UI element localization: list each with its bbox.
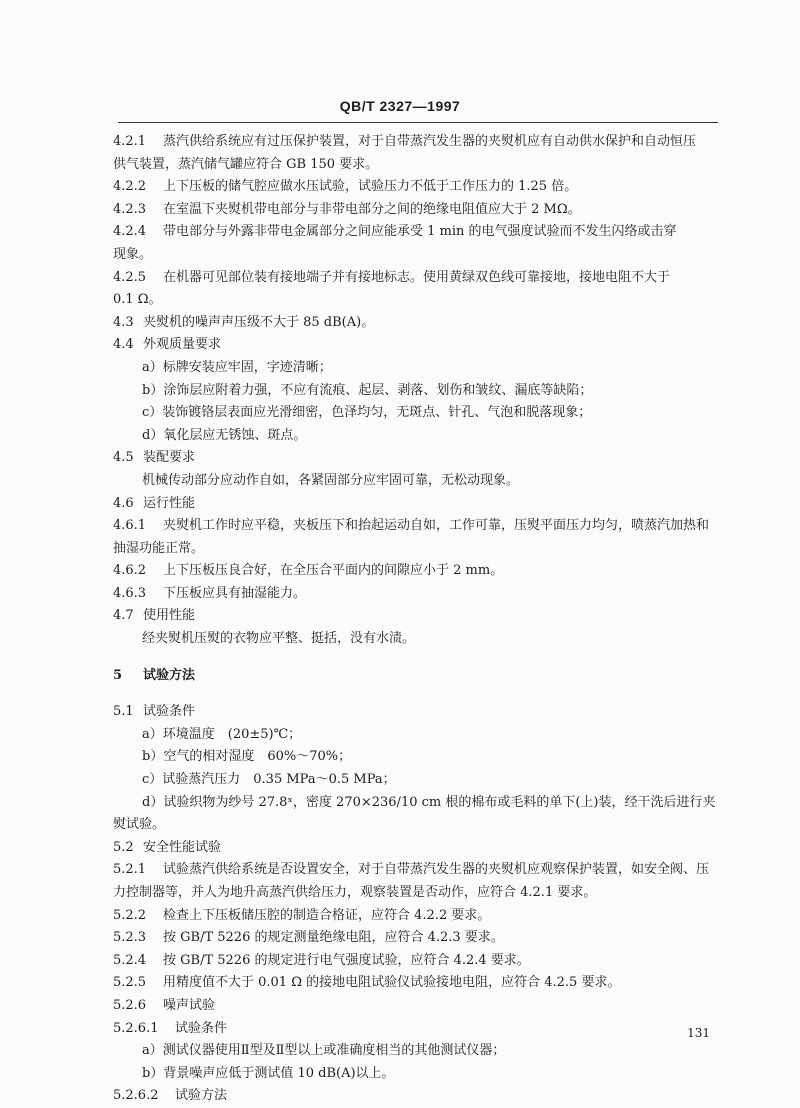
standard-code-header: QB/T 2327—1997: [339, 98, 461, 114]
clause-number: 4.2.5: [113, 269, 147, 285]
clause-text: 外观质量要求: [143, 337, 222, 353]
clause-4-6-1: [0, 515, 800, 538]
list-item: [0, 1063, 800, 1086]
clause-text: 在机器可见部位装有接地端子并有接地标志。使用黄绿双色线可靠接地，接地电阻不大于: [163, 269, 671, 285]
list-item: [0, 746, 800, 769]
list-item-text: a）环境温度 (20±5)℃；: [142, 726, 302, 742]
clause-text: 力控制器等，并人为地升高蒸汽供给压力，观察装置是否动作，应符合 4.2.1 要求。: [113, 885, 597, 900]
list-item-text: b）空气的相对湿度 60%～70%；: [142, 749, 352, 765]
clause-4-7: [0, 605, 800, 628]
clause-number: 4.2.3: [113, 201, 147, 217]
clause-text: 试验条件: [143, 704, 196, 720]
section-title: 试验方法: [143, 667, 196, 683]
clause-5-2-2: [0, 905, 800, 928]
clause-number: 5.2.5: [113, 975, 147, 991]
paragraph-text: 机械传动部分应动作自如，各紧固部分应牢固可靠，无松动现象。: [142, 472, 520, 488]
paragraph-text: 经夹熨机压熨的衣物应平整、挺括，没有水渍。: [142, 631, 416, 647]
clause-4-4: [0, 334, 800, 357]
clause-text: 蒸汽供给系统应有过压保护装置，对于自带蒸汽发生器的夹熨机应有自动供水保护和自动恒压: [163, 134, 697, 149]
clause-continuation: [0, 244, 800, 267]
clause-text: 安全性能试验: [143, 839, 222, 855]
clause-5-1: [0, 701, 800, 724]
list-item-text: c）试验蒸汽压力 0.35 MPa～0.5 MPa；: [142, 772, 396, 788]
list-item-text: b）背景噪声应低于测试值 10 dB(A)以上。: [142, 1065, 395, 1081]
clause-text: 噪声试验: [163, 997, 216, 1013]
list-item: [0, 425, 800, 448]
list-item: [0, 357, 800, 380]
list-item-text: a）标牌安装应牢固，字迹清晰；: [142, 359, 332, 375]
clause-5-2-5: [0, 972, 800, 995]
clause-4-2-3: [0, 199, 800, 222]
paragraph: [0, 628, 800, 651]
section-number: 5: [113, 667, 123, 683]
clause-4-6-2: [0, 560, 800, 583]
clause-text: 按 GB/T 5226 的规定进行电气强度试验，应符合 4.2.4 要求。: [163, 952, 530, 968]
clause-number: 5.2.6: [113, 997, 147, 1013]
clause-text: 抽湿功能正常。: [113, 540, 205, 556]
clause-number: 4.6: [113, 495, 134, 511]
list-item-text: b）涂饰层应附着力强，不应有流痕、起层、剥落、划伤和皱纹、漏底等缺陷；: [142, 382, 593, 398]
clause-text: 使用性能: [143, 608, 196, 624]
clause-4-6: [0, 493, 800, 516]
list-item: [0, 724, 800, 747]
clause-5-2-6-2: [0, 1085, 800, 1108]
clause-4-2-4: [0, 221, 800, 244]
clause-5-2: [0, 837, 800, 860]
list-item: [0, 402, 800, 425]
clause-text: 检查上下压板储压腔的制造合格证，应符合 4.2.2 要求。: [163, 907, 491, 923]
clause-number: 4.6.3: [113, 585, 147, 601]
list-item-continuation: [0, 814, 800, 837]
clause-number: 5.2.1: [113, 862, 147, 878]
clause-text: 夹熨机工作时应平稳，夹板压下和抬起运动自如，工作可靠，压熨平面压力均匀，喷蒸汽加热和: [163, 518, 710, 534]
clause-number: 4.7: [113, 608, 134, 624]
clause-number: 4.2.2: [113, 179, 147, 195]
clause-text: 按 GB/T 5226 的规定测量绝缘电阻，应符合 4.2.3 要求。: [163, 930, 504, 946]
clause-number: 4.5: [113, 450, 134, 466]
list-item: [0, 1040, 800, 1063]
clause-5-2-6: [0, 995, 800, 1018]
clause-text: 用精度值不大于 0.01 Ω 的接地电阻试验仪试验接地电阻，应符合 4.2.5 要求。: [163, 975, 621, 991]
list-item-text: d）氧化层应无锈蚀、斑点。: [142, 427, 307, 443]
list-item-text: a）测试仪器使用Ⅱ型及Ⅱ型以上或准确度相当的其他测试仪器；: [142, 1043, 506, 1059]
page-number: 131: [687, 1026, 710, 1040]
section-5-heading: [0, 665, 800, 688]
clause-text: 试验方法: [175, 1088, 228, 1104]
list-item-text: d）试验织物为纱号 27.8ˣ，密度 270×236/10 cm 根的棉布或毛料的单下(上)装，经干洗后进行夹: [142, 794, 716, 810]
header-rule: [118, 122, 718, 123]
clause-4-2-1: [0, 131, 800, 154]
clause-text: 上下压板的储气腔应做水压试验，试验压力不低于工作压力的 1.25 倍。: [163, 179, 578, 195]
list-item-text: c）装饰镀铬层表面应光滑细密，色泽均匀，无斑点、针孔、气泡和脱落现象；: [142, 405, 592, 421]
clause-number: 5.2: [113, 839, 134, 855]
clause-continuation: [0, 289, 800, 312]
clause-continuation: [0, 538, 800, 561]
clause-text: 带电部分与外露非带电金属部分之间应能承受 1 min 的电气强度试验而不发生闪络或击穿: [163, 224, 677, 240]
clause-4-6-3: [0, 583, 800, 606]
clause-4-2-5: [0, 267, 800, 290]
clause-text: 0.1 Ω。: [113, 292, 162, 308]
clause-text: 夹熨机的噪声声压级不大于 85 dB(A)。: [143, 314, 375, 330]
clause-5-2-1: [0, 859, 800, 882]
clause-5-2-3: [0, 927, 800, 950]
clause-number: 4.6.1: [113, 518, 147, 534]
clause-number: 5.1: [113, 704, 134, 720]
clause-number: 4.2.4: [113, 224, 147, 240]
clause-4-5: [0, 447, 800, 470]
clause-number: 4.6.2: [113, 563, 147, 579]
clause-text: 运行性能: [143, 495, 196, 511]
clause-number: 5.2.6.1: [113, 1020, 159, 1036]
list-item: [0, 380, 800, 403]
clause-continuation: [0, 154, 800, 177]
clause-5-2-4: [0, 950, 800, 973]
clause-text: 在室温下夹熨机带电部分与非带电部分之间的绝缘电阻值应大于 2 MΩ。: [163, 201, 581, 217]
clause-number: 5.2.6.2: [113, 1088, 159, 1104]
list-item-text: 熨试验。: [113, 817, 166, 833]
clause-number: 4.2.1: [113, 134, 147, 149]
clause-text: 试验条件: [175, 1020, 228, 1036]
paragraph: [0, 470, 800, 493]
clause-text: 试验蒸汽供给系统是否设置安全，对于自带蒸汽发生器的夹熨机应观察保护装置，如安全阀、压: [163, 862, 710, 878]
clause-number: 5.2.3: [113, 930, 147, 946]
clause-text: 装配要求: [143, 450, 196, 466]
section-gap: [0, 651, 800, 665]
clause-continuation: [0, 882, 800, 905]
section-gap: [0, 687, 800, 701]
clause-4-2-2: [0, 176, 800, 199]
clause-text: 下压板应具有抽湿能力。: [163, 585, 307, 601]
list-item: [0, 792, 800, 815]
document-body: [0, 131, 800, 1108]
clause-number: 4.3: [113, 314, 134, 330]
clause-text: 现象。: [113, 246, 153, 262]
clause-text: 供气装置，蒸汽储气罐应符合 GB 150 要求。: [113, 156, 379, 172]
list-item: [0, 769, 800, 792]
clause-number: 5.2.4: [113, 952, 147, 968]
clause-5-2-6-1: [0, 1018, 800, 1041]
clause-text: 上下压板压良合好，在全压合平面内的间隙应小于 2 mm。: [163, 563, 504, 579]
clause-number: 5.2.2: [113, 907, 147, 923]
clause-4-3: [0, 312, 800, 335]
clause-number: 4.4: [113, 337, 134, 353]
